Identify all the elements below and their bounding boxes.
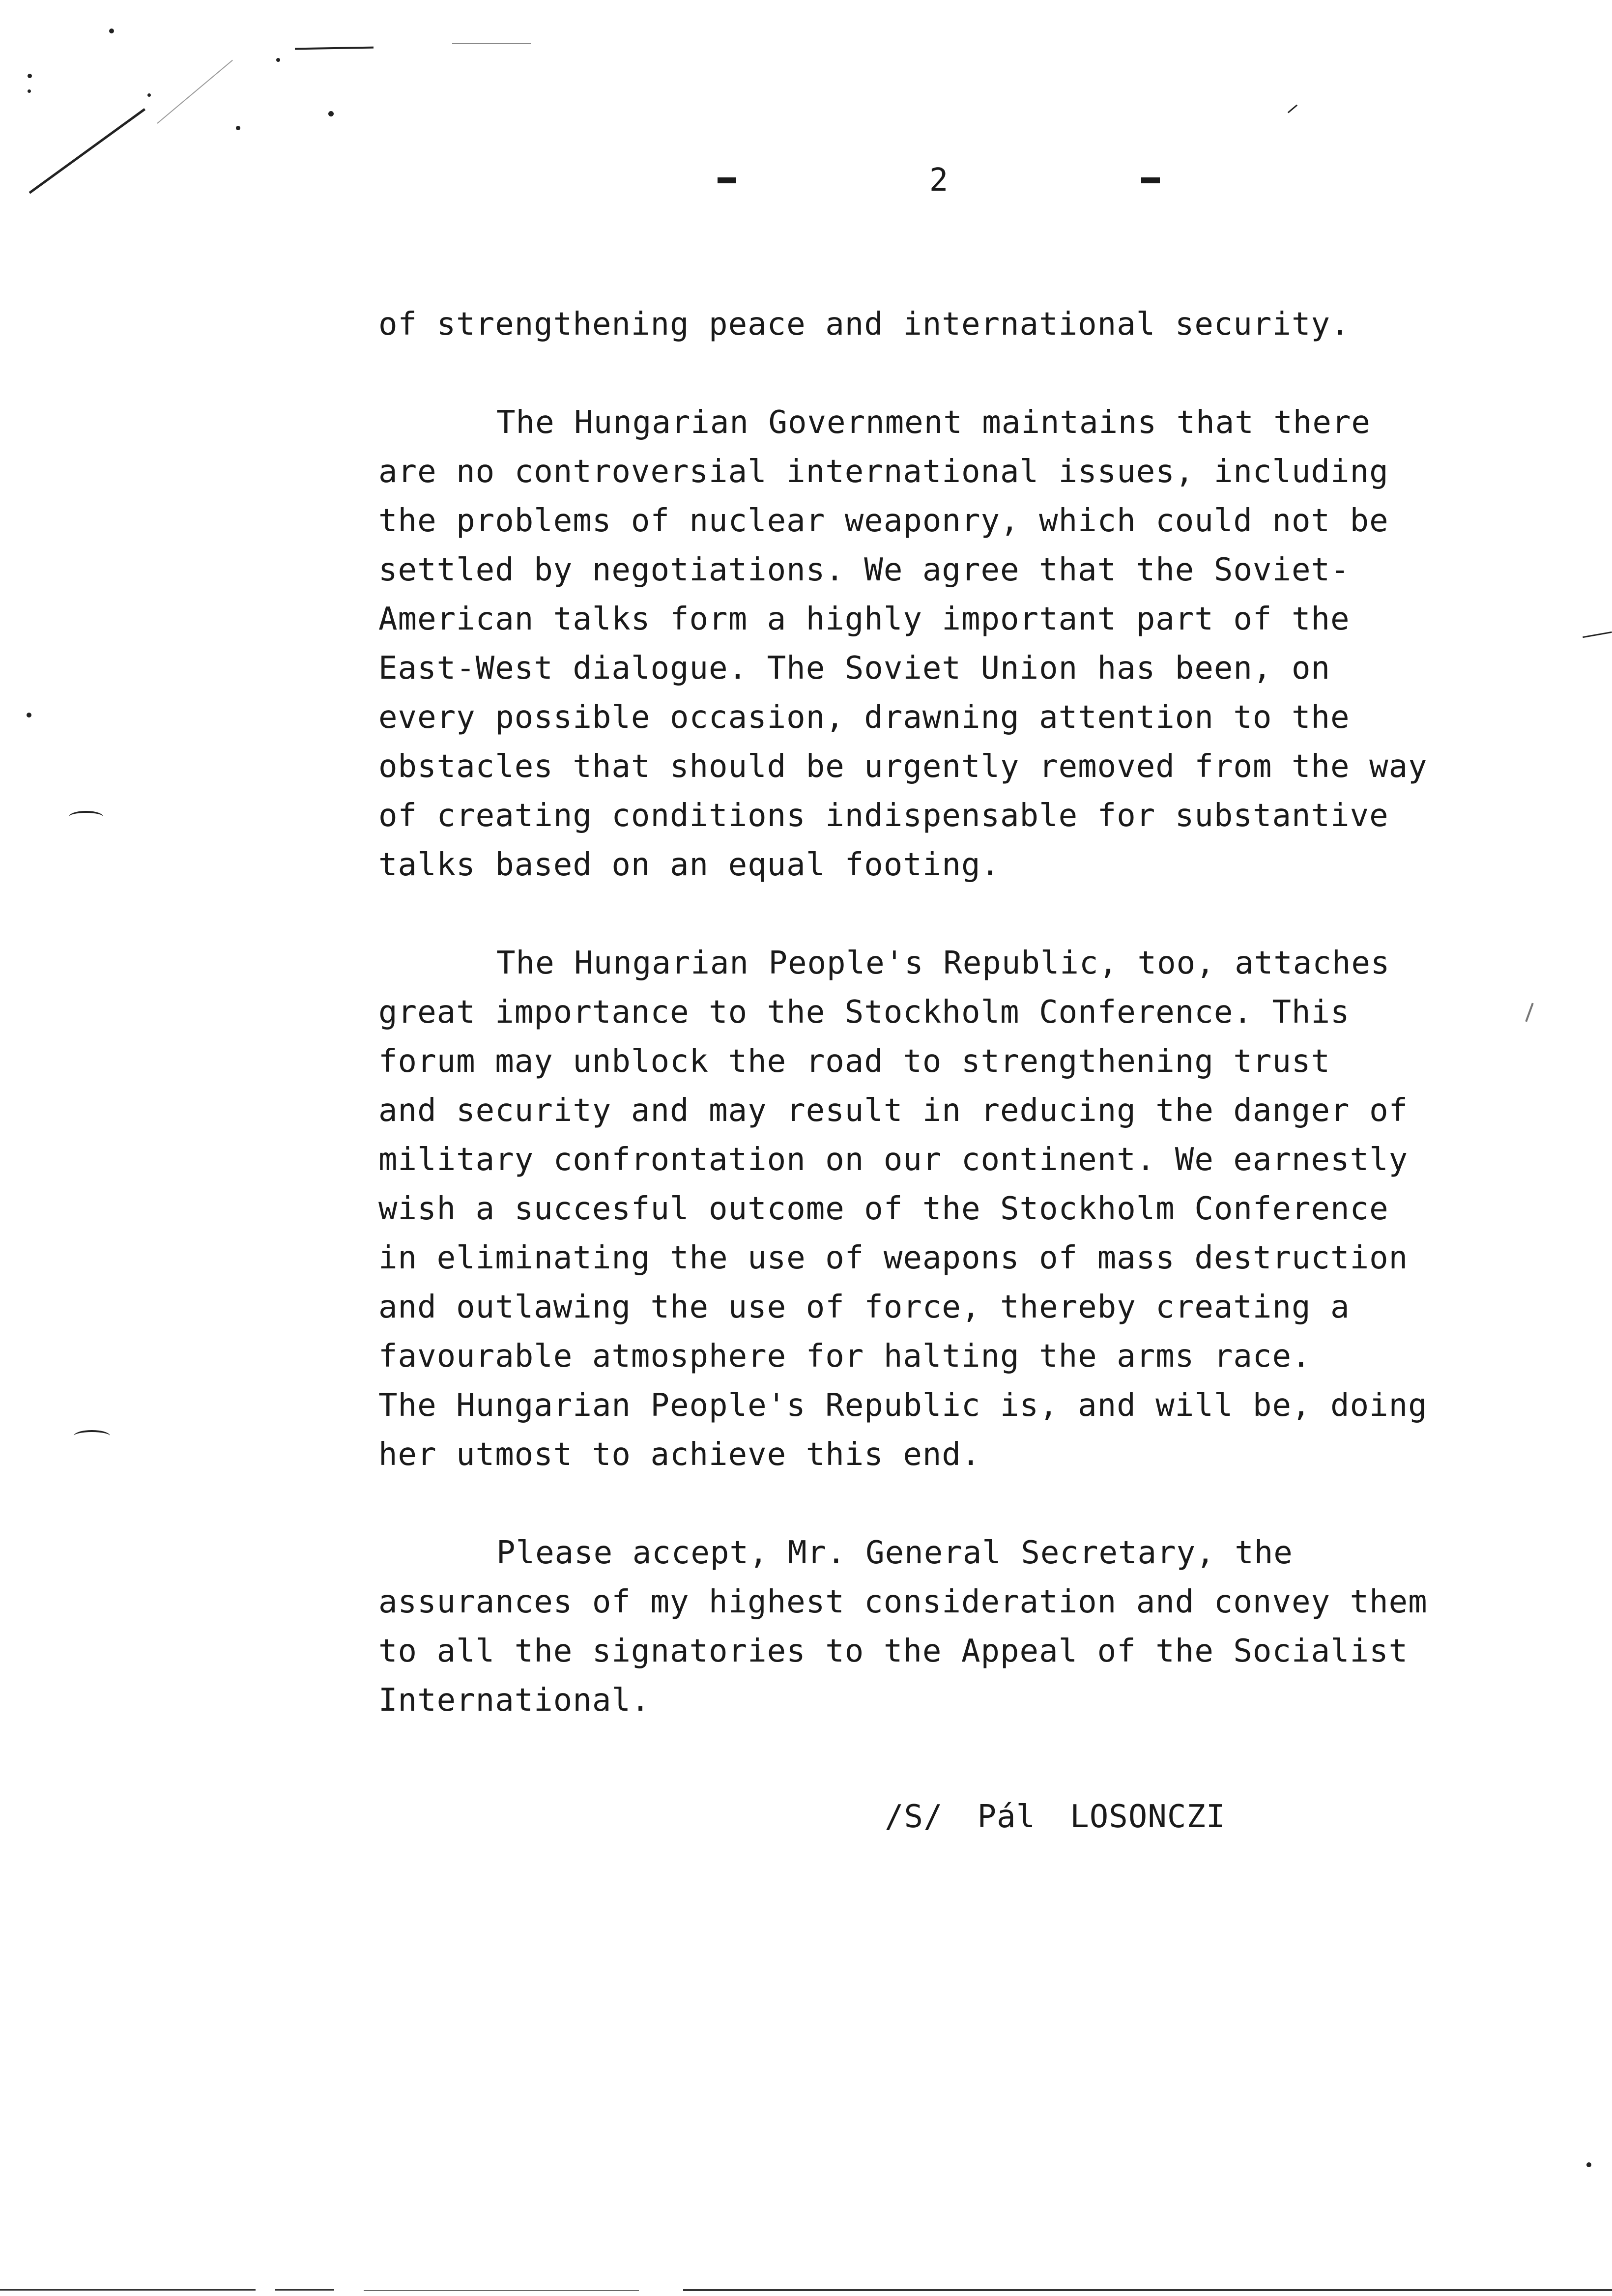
text-line: and security and may result in reducing the danger of bbox=[378, 1092, 1409, 1129]
dash-left bbox=[718, 177, 736, 183]
paragraph bbox=[378, 1528, 1509, 1725]
text-line: in eliminating the use of weapons of mass destruction bbox=[378, 1240, 1409, 1276]
scan-edge-line bbox=[0, 2289, 256, 2291]
text-line: her utmost to achieve this end. bbox=[378, 1436, 981, 1473]
scan-arc bbox=[69, 811, 103, 823]
scan-edge-line bbox=[275, 2289, 334, 2291]
scan-stroke bbox=[29, 108, 146, 194]
scan-dot bbox=[28, 74, 32, 78]
paragraph bbox=[378, 939, 1509, 1479]
scan-dot bbox=[147, 93, 151, 97]
signature-line bbox=[885, 1799, 1225, 1835]
text-line: military confrontation on our continent. We earnestly bbox=[378, 1142, 1409, 1178]
scan-dot bbox=[276, 58, 280, 62]
text-line: International. bbox=[378, 1682, 651, 1719]
text-line: favourable atmosphere for halting the arms race. bbox=[378, 1338, 1311, 1375]
paragraph bbox=[378, 300, 1509, 349]
text-line: are no controversial international issues, including bbox=[378, 454, 1389, 490]
page-number-header bbox=[718, 162, 1160, 199]
scan-edge-line bbox=[364, 2290, 639, 2291]
page-number: 2 bbox=[929, 162, 949, 199]
signature-prefix: /S/ bbox=[885, 1799, 943, 1835]
scan-dot bbox=[27, 713, 31, 718]
scan-arc bbox=[74, 1430, 110, 1442]
letter-body bbox=[378, 300, 1509, 1725]
paragraph bbox=[378, 398, 1509, 890]
text-line: East-West dialogue. The Soviet Union has been, on bbox=[378, 650, 1331, 687]
signature-first-name: Pál bbox=[977, 1799, 1036, 1835]
scan-mark bbox=[1525, 1003, 1533, 1022]
text-line: every possible occasion, drawning attention to the bbox=[378, 699, 1350, 736]
scan-dot bbox=[28, 89, 31, 93]
text-line: obstacles that should be urgently removed from the way bbox=[378, 748, 1428, 785]
scan-mark bbox=[1583, 631, 1612, 638]
text-line: assurances of my highest consideration and convey them bbox=[378, 1584, 1428, 1620]
dash-right bbox=[1141, 177, 1160, 183]
text-line: The Hungarian Government maintains that there bbox=[496, 404, 1371, 441]
signature-last-name: LOSONCZI bbox=[1070, 1799, 1226, 1835]
scan-dot bbox=[328, 111, 334, 116]
scan-edge-line bbox=[683, 2289, 1612, 2291]
text-line: of creating conditions indispensable for substantive bbox=[378, 798, 1389, 834]
text-line: Please accept, Mr. General Secretary, the bbox=[496, 1535, 1293, 1571]
text-line: The Hungarian People's Republic is, and will be, doing bbox=[378, 1387, 1428, 1424]
text-line: and outlawing the use of force, thereby creating a bbox=[378, 1289, 1350, 1325]
text-line: forum may unblock the road to strengthening trust bbox=[378, 1043, 1331, 1080]
text-line: to all the signatories to the Appeal of the Socialist bbox=[378, 1633, 1409, 1669]
scan-mark bbox=[1288, 105, 1297, 114]
text-line: great importance to the Stockholm Conference. This bbox=[378, 994, 1350, 1031]
scan-mark bbox=[295, 47, 374, 50]
scan-dot bbox=[109, 29, 114, 33]
scan-dot bbox=[1586, 2162, 1591, 2167]
scan-dot bbox=[236, 126, 240, 130]
scan-stroke bbox=[157, 60, 232, 124]
text-line: American talks form a highly important part of the bbox=[378, 601, 1350, 637]
text-line: of strengthening peace and international security. bbox=[378, 306, 1350, 343]
text-line: The Hungarian People's Republic, too, attaches bbox=[496, 945, 1390, 981]
text-line: talks based on an equal footing. bbox=[378, 847, 1000, 883]
scan-mark bbox=[452, 43, 531, 44]
text-line: settled by negotiations. We agree that the Soviet- bbox=[378, 552, 1350, 588]
text-line: wish a succesful outcome of the Stockholm Conference bbox=[378, 1191, 1389, 1227]
text-line: the problems of nuclear weaponry, which could not be bbox=[378, 503, 1389, 539]
